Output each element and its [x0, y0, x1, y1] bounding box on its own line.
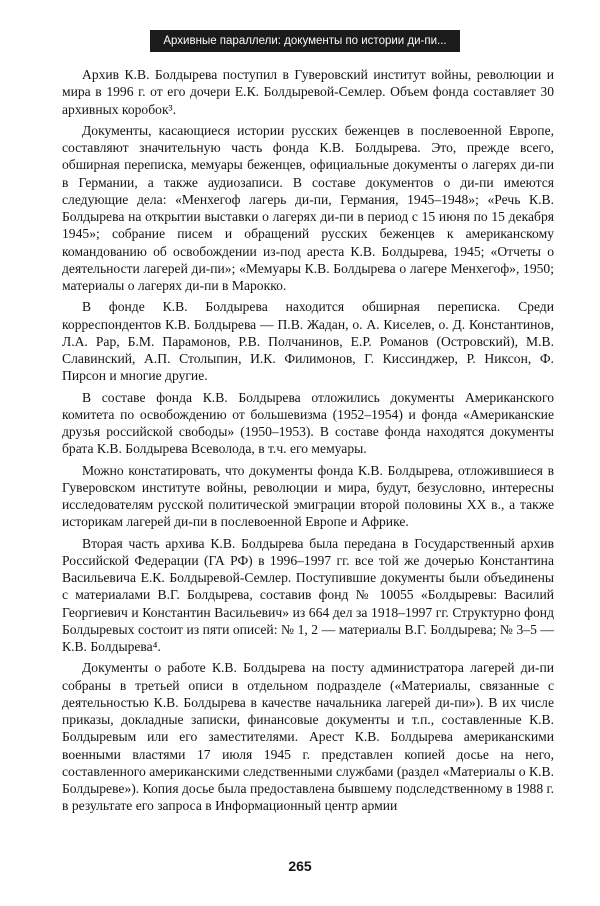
page-number: 265: [288, 858, 312, 874]
paragraph: Документы, касающиеся истории русских беженцев в послевоенной Европе, составляют значительную часть фонда К.В. Болдырева. Это, прежде всего, обширная переписка, мемуары беженцев, официальные документы о лагерях ди-пи в Германии, а также аудиозаписи. В составе документов о ди-пи имеются следующие дела: «Менхегоф лагерь ди-пи, Германия, 1945–1948»; «Речь К.В. Болдырева на открытии выставки о лагерях ди-пи в период с 15 июня по 15 декабря 1945»; собрание писем и обращений русских беженцев к американскому командованию об освобождении из-под ареста К.В. Болдырева, 1945; «Отчеты о деятельности лагерей ди-пи»; «Мемуары К.В. Болдырева о лагере Менхегоф», 1950; материалы о лагерях ди-пи в Марокко.: [62, 122, 554, 293]
paragraph: Документы о работе К.В. Болдырева на посту администратора лагерей ди-пи собраны в третьей описи в отдельном подразделе («Материалы, связанные с деятельностью К.В. Болдырева в качестве начальника лагерей ди-пи»). В их числе приказы, докладные записки, финансовые документы и т.п., составленные К.В. Болдыревым или его заместителями. Арест К.В. Болдырева американскими военными властями 17 июля 1945 г. представлен копией досье на него, составленного американскими следственными службами (раздел «Материалы о К.В. Болдыреве»). Копия досье была предоставлена бывшему подследственному в 1988 г. в результате его запроса в Информационный центр армии: [62, 660, 554, 814]
body-text: [62, 66, 554, 819]
paragraph: В составе фонда К.В. Болдырева отложились документы Американского комитета по освобождению от большевизма (1952–1954) и фонда «Американские друзья российской свободы» (1950–1953). В составе фонда находятся документы брата К.В. Болдырева Всеволода, в т.ч. его мемуары.: [62, 389, 554, 457]
paragraph: В фонде К.В. Болдырева находится обширная переписка. Среди корреспондентов К.В. Болдырева — П.В. Жадан, о. А. Киселев, о. Д. Константинов, Л.А. Рар, Б.М. Парамонов, Р.В. Полчанинов, Е.Р. Романов (Островский), М.В. Славинский, А.П. Столыпин, И.К. Филимонов, Г. Киссинджер, Р. Никсон, Ф. Пирсон и многие другие.: [62, 299, 554, 384]
running-title: Архивные параллели: документы по истории ди-пи...: [150, 30, 460, 52]
paragraph: Вторая часть архива К.В. Болдырева была передана в Государственный архив Российской Федерации (ГА РФ) в 1996–1997 гг. все той же дочерью Константина Васильевича Е.К. Болдыревой-Семлер. Поступившие документы были объединены с материалами В.Г. Болдырева, составив фонд № 10055 «Болдыревы: Василий Георгиевич и Константин Васильевич» из 664 дел за 1918–1997 гг. Структурно фонд Болдыревых состоит из пяти описей: № 1, 2 — материалы В.Г. Болдырева; № 3–5 — К.В. Болдырева⁴.: [62, 535, 554, 654]
paragraph: Архив К.В. Болдырева поступил в Гуверовский институт войны, революции и мира в 1996 г. от его дочери Е.К. Болдыревой-Семлер. Объем фонда составляет 30 архивных коробок³.: [62, 67, 554, 117]
paragraph: Можно констатировать, что документы фонда К.В. Болдырева, отложившиеся в Гуверовском институте войны, революции и мира, будут, безусловно, интересны исследователям русской политической эмиграции второй половины XX в., а также историкам лагерей ди-пи в послевоенной Европе и Африке.: [62, 462, 554, 530]
